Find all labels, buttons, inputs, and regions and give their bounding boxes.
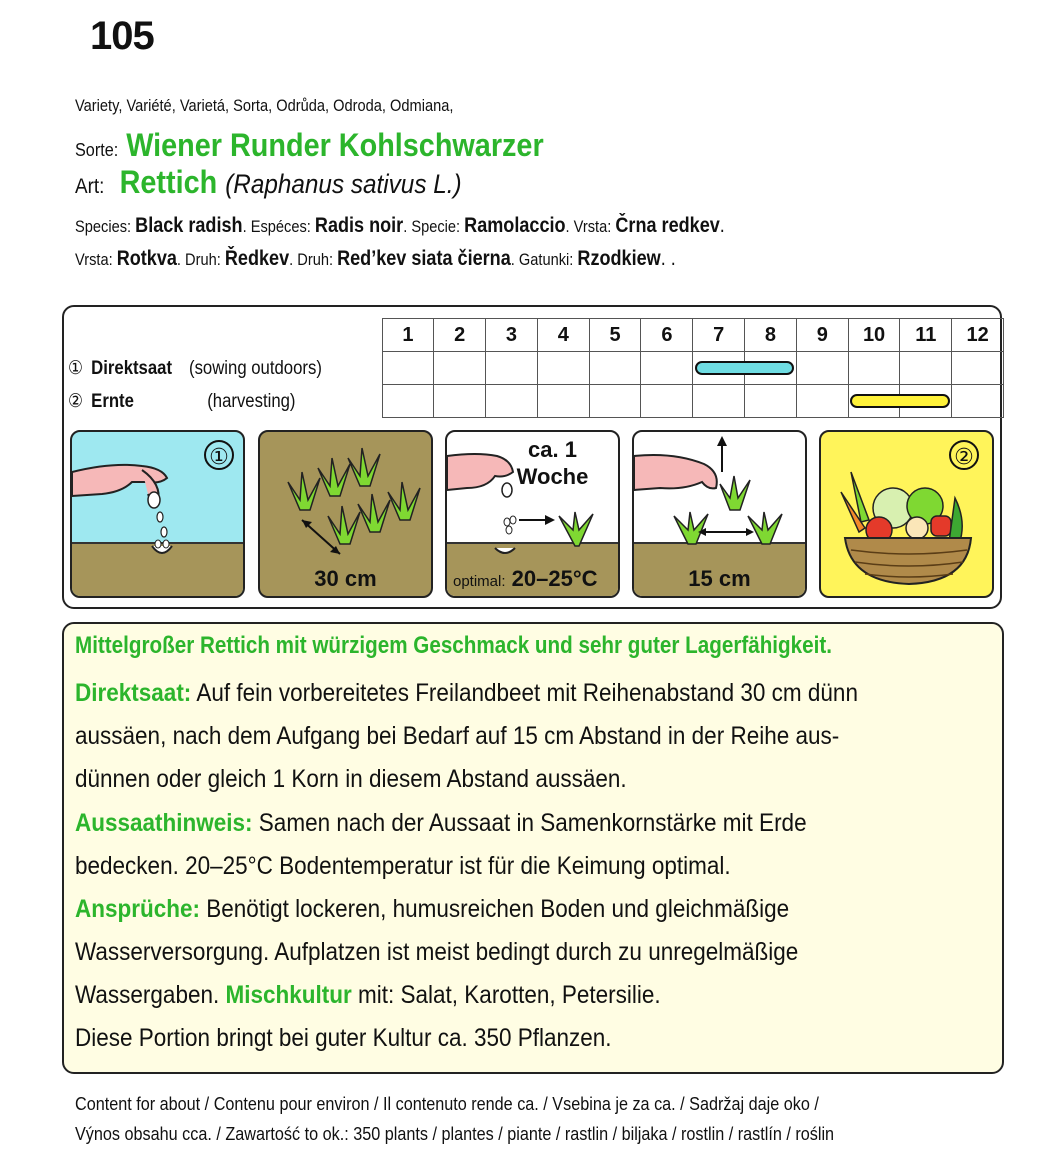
section-label: Mischkultur: [225, 981, 352, 1009]
panel-harvest: [819, 430, 994, 598]
species-name: Red’kev siata čierna: [337, 247, 511, 270]
step-1-marker: ①: [204, 440, 234, 470]
species-label: Vrsta:: [75, 250, 117, 269]
variety-line: Variety, Variété, Varietá, Sorta, Odrůda, Odroda, Odmiana,: [75, 96, 454, 115]
sorte-value: Wiener Runder Kohlschwarzer: [126, 127, 544, 163]
art-label: Art:: [75, 175, 105, 198]
art-row: [75, 164, 462, 201]
species-name: Rotkva: [116, 247, 177, 270]
panel-row-spacing: [258, 430, 433, 598]
temperature-value: 20–25°C: [511, 566, 598, 591]
step-2-marker: ②: [949, 440, 979, 470]
species-name: Črna redkev: [615, 214, 720, 237]
month-header: 1: [382, 319, 434, 352]
description-line: dünnen oder gleich 1 Korn in diesem Abstand aussäen.: [75, 765, 627, 793]
description-text: Benötigt lockeren, humusreichen Boden und gleichmäßige: [200, 895, 790, 923]
step-marker: ①: [68, 357, 84, 379]
calendar-row-sowing: [62, 352, 1004, 385]
row-label: [62, 352, 382, 385]
germination-time-line2: Woche: [516, 464, 589, 489]
harvest-period-bar: [850, 394, 950, 408]
art-value: Rettich: [119, 164, 218, 200]
description-line: [75, 981, 661, 1010]
footer-line-2: Výnos obsahu cca. / Zawartość to ok.: 350 plants / plantes / piante / rastlin / biljaka / rostlin / rastlín / roślin: [75, 1124, 835, 1144]
step-marker: ②: [68, 390, 84, 412]
row-name: Ernte: [91, 390, 134, 412]
month-header: 4: [537, 319, 589, 352]
description-text: Samen nach der Aussaat in Samenkornstärke mit Erde: [252, 809, 807, 837]
sowing-period-bar: [695, 361, 795, 375]
month-header: 11: [900, 319, 952, 352]
row-desc: (sowing outdoors): [189, 357, 322, 379]
species-name: Radis noir: [314, 214, 404, 237]
description-line: Diese Portion bringt bei guter Kultur ca. 350 Pflanzen.: [75, 1024, 612, 1052]
month-header: 5: [589, 319, 641, 352]
row-desc: (harvesting): [207, 390, 296, 412]
species-line-1: [75, 214, 725, 238]
germination-time: [487, 436, 618, 490]
row-spacing-label: 30 cm: [314, 566, 377, 591]
optimal-temperature: [453, 566, 618, 592]
panel-germination: [445, 430, 620, 598]
month-header: 3: [486, 319, 538, 352]
sorte-label: Sorte:: [75, 140, 119, 160]
species-name: Ředkev: [224, 247, 290, 270]
month-header: 7: [693, 319, 745, 352]
section-label: Direktsaat:: [75, 679, 192, 707]
description-text: mit: Salat, Karotten, Petersilie.: [351, 981, 661, 1009]
optimal-label: optimal:: [453, 573, 506, 590]
species-name: Rzodkiew: [577, 247, 661, 270]
panel-thinning: [632, 430, 807, 598]
footer-line-1: Content for about / Contenu pour environ / Il contenuto rende ca. / Vsebina je za ca. / Sadržaj daje oko /: [75, 1094, 819, 1114]
description-line: [75, 895, 789, 924]
plant-spacing-label: 15 cm: [688, 566, 751, 591]
species-label: . Vrsta:: [565, 217, 616, 236]
row-name: Direktsaat: [91, 357, 173, 379]
species-name: Ramolaccio: [464, 214, 566, 237]
species-label: Species:: [75, 217, 136, 236]
month-header: 6: [641, 319, 693, 352]
month-header: 8: [745, 319, 797, 352]
description-line: [75, 679, 858, 708]
month-header: 10: [848, 319, 900, 352]
description-headline: Mittelgroßer Rettich mit würzigem Geschmack und sehr guter Lagerfähigkeit.: [75, 632, 832, 659]
description-line: Wasserversorgung. Aufplatzen ist meist bedingt durch zu unregelmäßige: [75, 938, 799, 966]
section-label: Aussaathinweis:: [75, 809, 253, 837]
sorte-row: [75, 127, 544, 164]
species-label: . Gatunki:: [510, 250, 578, 269]
description-line: bedecken. 20–25°C Bodentemperatur ist für die Keimung optimal.: [75, 852, 731, 880]
germination-time-line1: ca. 1: [528, 437, 577, 462]
description-text: Auf fein vorbereitetes Freilandbeet mit Reihenabstand 30 cm dünn: [191, 679, 858, 707]
species-label: . Druh:: [176, 250, 225, 269]
species-label: . .: [660, 247, 676, 270]
description-line: aussäen, nach dem Aufgang bei Bedarf auf 15 cm Abstand in der Reihe aus-: [75, 722, 840, 750]
description-text: Wassergaben.: [75, 981, 226, 1009]
species-label: .: [719, 214, 725, 237]
packet-number: 105: [90, 14, 154, 58]
species-line-2: [75, 247, 676, 271]
month-header: 2: [434, 319, 486, 352]
section-label: Ansprüche:: [75, 895, 201, 923]
species-name: Black radish: [135, 214, 243, 237]
description-line: [75, 809, 807, 838]
row-label: [62, 385, 382, 418]
species-label: . Specie:: [403, 217, 465, 236]
art-latin: (Raphanus sativus L.): [225, 169, 462, 199]
species-label: . Druh:: [289, 250, 338, 269]
panel-sowing: [70, 430, 245, 598]
month-header: 12: [952, 319, 1004, 352]
calendar-corner: [62, 319, 382, 352]
month-header: 9: [796, 319, 848, 352]
species-label: . Espéces:: [242, 217, 315, 236]
